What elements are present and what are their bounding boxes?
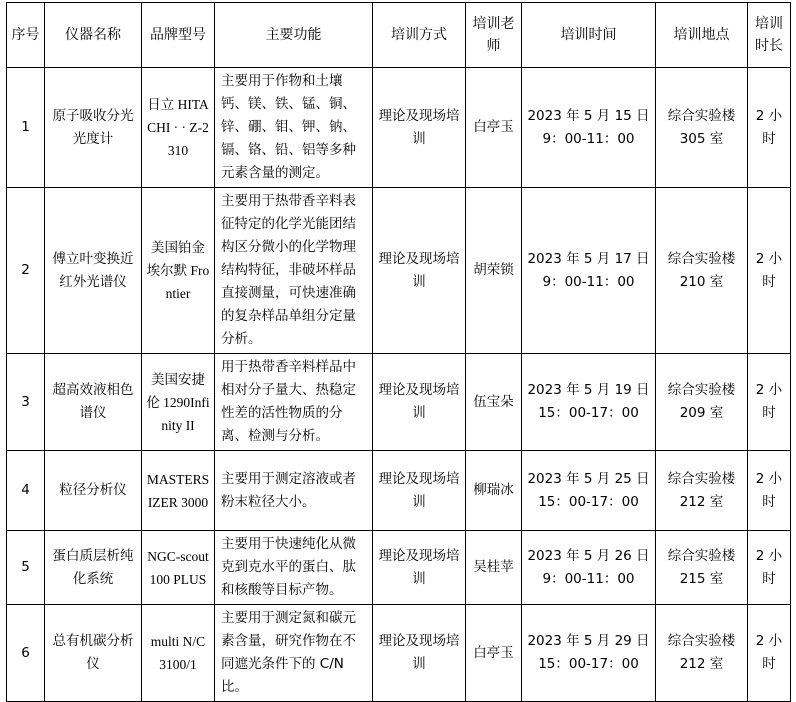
cell-brand: 美国安捷伦 1290Infinity II xyxy=(142,354,215,451)
cell-teacher: 胡荣锁 xyxy=(466,188,522,354)
cell-no: 2 xyxy=(7,188,45,354)
header-location: 培训地点 xyxy=(656,3,748,68)
cell-brand: MASTERSIZER 3000 xyxy=(142,451,215,531)
cell-duration: 2 小时 xyxy=(748,451,791,531)
cell-duration: 2 小时 xyxy=(748,188,791,354)
cell-location: 综合实验楼 210 室 xyxy=(656,188,748,354)
cell-method: 理论及现场培训 xyxy=(373,354,466,451)
header-method: 培训方式 xyxy=(373,3,466,68)
cell-method: 理论及现场培训 xyxy=(373,451,466,531)
cell-date-text: 2023 年 5 月 26 日 xyxy=(527,547,650,564)
table-row xyxy=(7,531,791,605)
cell-location: 综合实验楼 215 室 xyxy=(656,531,748,605)
cell-function: 主要用于测定氮和碳元素含量，研究作物在不同遮光条件下的 C/N 比。 xyxy=(215,605,373,702)
cell-duration: 2 小时 xyxy=(748,605,791,702)
cell-no: 1 xyxy=(7,68,45,188)
cell-time xyxy=(522,605,656,702)
cell-function: 主要用于快速纯化从微克到克水平的蛋白、肽和核酸等目标产物。 xyxy=(215,531,373,605)
cell-date-text: 2023 年 5 月 17 日 xyxy=(527,250,650,267)
cell-location: 综合实验楼 305 室 xyxy=(656,68,748,188)
table-row xyxy=(7,68,791,188)
cell-location: 综合实验楼 212 室 xyxy=(656,605,748,702)
cell-time xyxy=(522,188,656,354)
header-function: 主要功能 xyxy=(215,3,373,68)
cell-function: 主要用于热带香辛料表征特定的化学光能团结构区分微小的化学物理结构特征，非破坏样品直接测量，可快速准确的复杂样品单组分定量分析。 xyxy=(215,188,373,354)
cell-name: 原子吸收分光光度计 xyxy=(45,68,142,188)
cell-name: 总有机碳分析仪 xyxy=(45,605,142,702)
cell-teacher: 吴桂苹 xyxy=(466,531,522,605)
cell-method: 理论及现场培训 xyxy=(373,531,466,605)
cell-brand: multi N/C 3100/1 xyxy=(142,605,215,702)
cell-brand: 日立 HITACHI · · Z-2310 xyxy=(142,68,215,188)
cell-name: 傅立叶变换近红外光谱仪 xyxy=(45,188,142,354)
cell-time-text: 9：00-11：00 xyxy=(542,130,635,147)
cell-date-text: 2023 年 5 月 29 日 xyxy=(527,633,650,649)
cell-duration: 2 小时 xyxy=(748,354,791,451)
cell-method: 理论及现场培训 xyxy=(373,68,466,188)
cell-teacher: 白亭玉 xyxy=(466,68,522,188)
table-row xyxy=(7,188,791,354)
cell-time xyxy=(522,451,656,531)
cell-name: 超高效液相色谱仪 xyxy=(45,354,142,451)
cell-date-text: 2023 年 5 月 15 日 xyxy=(527,107,650,124)
cell-teacher: 柳瑞冰 xyxy=(466,451,522,531)
cell-time-text: 15：00-17：00 xyxy=(538,493,639,510)
cell-time xyxy=(522,68,656,188)
cell-no: 3 xyxy=(7,354,45,451)
cell-no: 4 xyxy=(7,451,45,531)
cell-location: 综合实验楼 209 室 xyxy=(656,354,748,451)
header-row xyxy=(7,3,791,68)
cell-teacher: 白亭玉 xyxy=(466,605,522,702)
table-row xyxy=(7,354,791,451)
cell-function: 主要用于作物和土壤钙、镁、铁、锰、铜、锌、硼、钼、钾、钠、镉、铬、铅、铝等多种元素含量的测定。 xyxy=(215,68,373,188)
cell-time-text: 15：00-17：00 xyxy=(538,405,639,421)
cell-time-text: 9：00-11：00 xyxy=(542,273,635,290)
cell-time xyxy=(522,531,656,605)
cell-teacher: 伍宝朵 xyxy=(466,354,522,451)
cell-name: 粒径分析仪 xyxy=(45,451,142,531)
cell-time-text: 15：00-17：00 xyxy=(538,656,639,672)
cell-brand: NGC-scout 100 PLUS xyxy=(142,531,215,605)
cell-time-text: 9：00-11：00 xyxy=(542,570,635,587)
header-no: 序号 xyxy=(7,3,45,68)
cell-method: 理论及现场培训 xyxy=(373,188,466,354)
cell-location: 综合实验楼 212 室 xyxy=(656,451,748,531)
cell-no: 5 xyxy=(7,531,45,605)
cell-function: 用于热带香辛料样品中相对分子量大、热稳定性差的活性物质的分离、检测与分析。 xyxy=(215,354,373,451)
header-teacher: 培训老师 xyxy=(466,3,522,68)
cell-function: 主要用于测定溶液或者粉末粒径大小。 xyxy=(215,451,373,531)
header-brand: 品牌型号 xyxy=(142,3,215,68)
table-row xyxy=(7,451,791,531)
table-row xyxy=(7,605,791,702)
cell-time xyxy=(522,354,656,451)
header-name: 仪器名称 xyxy=(45,3,142,68)
cell-no: 6 xyxy=(7,605,45,702)
cell-duration: 2 小时 xyxy=(748,531,791,605)
cell-name: 蛋白质层析纯化系统 xyxy=(45,531,142,605)
header-time: 培训时间 xyxy=(522,3,656,68)
cell-date-text: 2023 年 5 月 25 日 xyxy=(527,470,650,487)
header-duration: 培训时长 xyxy=(748,3,791,68)
cell-method: 理论及现场培训 xyxy=(373,605,466,702)
training-schedule-table xyxy=(6,2,791,702)
cell-brand: 美国铂金埃尔默 Frontier xyxy=(142,188,215,354)
cell-duration: 2 小时 xyxy=(748,68,791,188)
cell-date-text: 2023 年 5 月 19 日 xyxy=(527,382,650,398)
